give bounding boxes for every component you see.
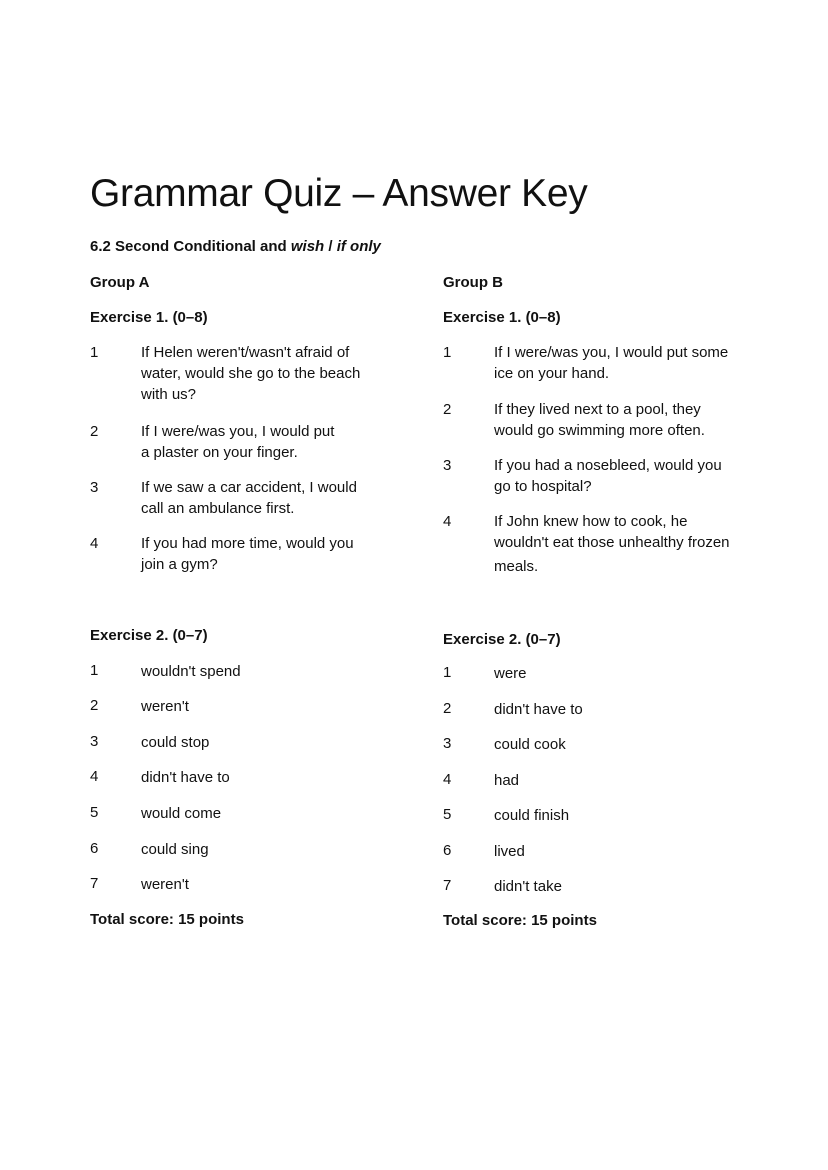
group-b-heading: Group B [443,274,503,291]
group-a-ex1-item-text [141,533,354,575]
text-line: If Helen weren't/wasn't afraid of [141,344,350,361]
text-line: If John knew how to cook, he [494,513,688,530]
group-b-ex2-item-number: 1 [443,664,452,681]
group-b-ex2-item-number: 4 [443,771,452,788]
group-b-ex1-item-text [494,511,730,577]
text-line: call an ambulance first. [141,500,295,517]
group-b-ex2-item-text: lived [494,843,525,860]
group-a-ex1-item-text [141,421,334,463]
group-a-ex2-item-text: could stop [141,734,210,751]
group-a-total-score: Total score: 15 points [90,911,244,928]
group-a-exercise1-heading: Exercise 1. (0–8) [90,309,208,326]
group-a-ex2-item-number: 4 [90,768,99,785]
group-b-ex1-item-text [494,455,722,497]
text-line: a plaster on your finger. [141,444,298,461]
group-a-ex2-item-text: weren't [141,698,189,715]
text-line: ice on your hand. [494,365,610,382]
subtitle-slash: / [324,238,337,255]
text-line: join a gym? [141,556,218,573]
group-a-exercise2-heading: Exercise 2. (0–7) [90,627,208,644]
group-b-ex2-item-number: 5 [443,806,452,823]
group-a-ex1-item-number: 2 [90,423,99,440]
group-a-ex2-item-number: 1 [90,662,99,679]
subtitle-text: 6.2 Second Conditional and [90,238,291,255]
group-b-total-score: Total score: 15 points [443,912,597,929]
group-b-ex2-item-text: were [494,665,527,682]
group-b-ex1-item-text [494,342,728,384]
text-line: If I were/was you, I would put some [494,344,729,361]
subtitle-if-only: if only [336,238,381,255]
group-b-ex2-item-number: 2 [443,700,452,717]
text-line: If we saw a car accident, I would [141,479,357,496]
group-b-ex1-item-number: 1 [443,344,452,361]
group-a-ex2-item-text: could sing [141,841,209,858]
group-a-ex2-item-number: 7 [90,875,99,892]
group-a-ex1-item-text [141,342,360,405]
group-b-ex2-item-text: didn't take [494,878,562,895]
group-a-ex2-item-number: 2 [90,697,99,714]
group-a-ex1-item-number: 4 [90,535,99,552]
subtitle-wish: wish [290,238,325,255]
text-line: water, would she go to the beach [141,365,361,382]
text-line: would go swimming more often. [494,422,705,439]
group-a-ex2-item-text: weren't [141,876,189,893]
group-a-ex2-item-text: wouldn't spend [141,663,241,680]
group-b-ex1-item-text [494,399,705,441]
group-a-ex1-item-number: 3 [90,479,99,496]
group-a-ex2-item-text: would come [141,805,222,822]
text-line: If I were/was you, I would put [141,423,335,440]
group-b-ex2-item-number: 7 [443,877,452,894]
text-line: go to hospital? [494,478,592,495]
group-a-ex2-item-number: 3 [90,733,99,750]
group-a-ex2-item-number: 5 [90,804,99,821]
text-line: If you had more time, would you [141,535,354,552]
group-a-ex1-item-number: 1 [90,344,99,361]
page-subtitle [90,238,381,255]
text-line: If they lived next to a pool, they [494,401,701,418]
group-b-exercise2-heading: Exercise 2. (0–7) [443,631,561,648]
group-b-ex2-item-text: could cook [494,736,566,753]
text-line: wouldn't eat those unhealthy frozen [494,534,730,551]
group-b-ex1-item-number: 2 [443,401,452,418]
group-b-ex1-item-number: 4 [443,513,452,530]
group-b-ex2-item-number: 6 [443,842,452,859]
group-b-ex2-item-text: could finish [494,807,570,824]
group-b-ex2-item-text: didn't have to [494,701,583,718]
group-b-ex2-item-number: 3 [443,735,452,752]
text-line: If you had a nosebleed, would you [494,457,722,474]
text-line: with us? [141,386,197,403]
group-b-ex2-item-text: had [494,772,520,789]
group-a-ex2-item-number: 6 [90,840,99,857]
text-line: meals. [494,558,539,575]
page-title: Grammar Quiz – Answer Key [90,172,588,215]
group-b-exercise1-heading: Exercise 1. (0–8) [443,309,561,326]
group-a-ex2-item-text: didn't have to [141,769,230,786]
group-b-ex1-item-number: 3 [443,457,452,474]
group-a-ex1-item-text [141,477,357,519]
group-a-heading: Group A [90,274,150,291]
